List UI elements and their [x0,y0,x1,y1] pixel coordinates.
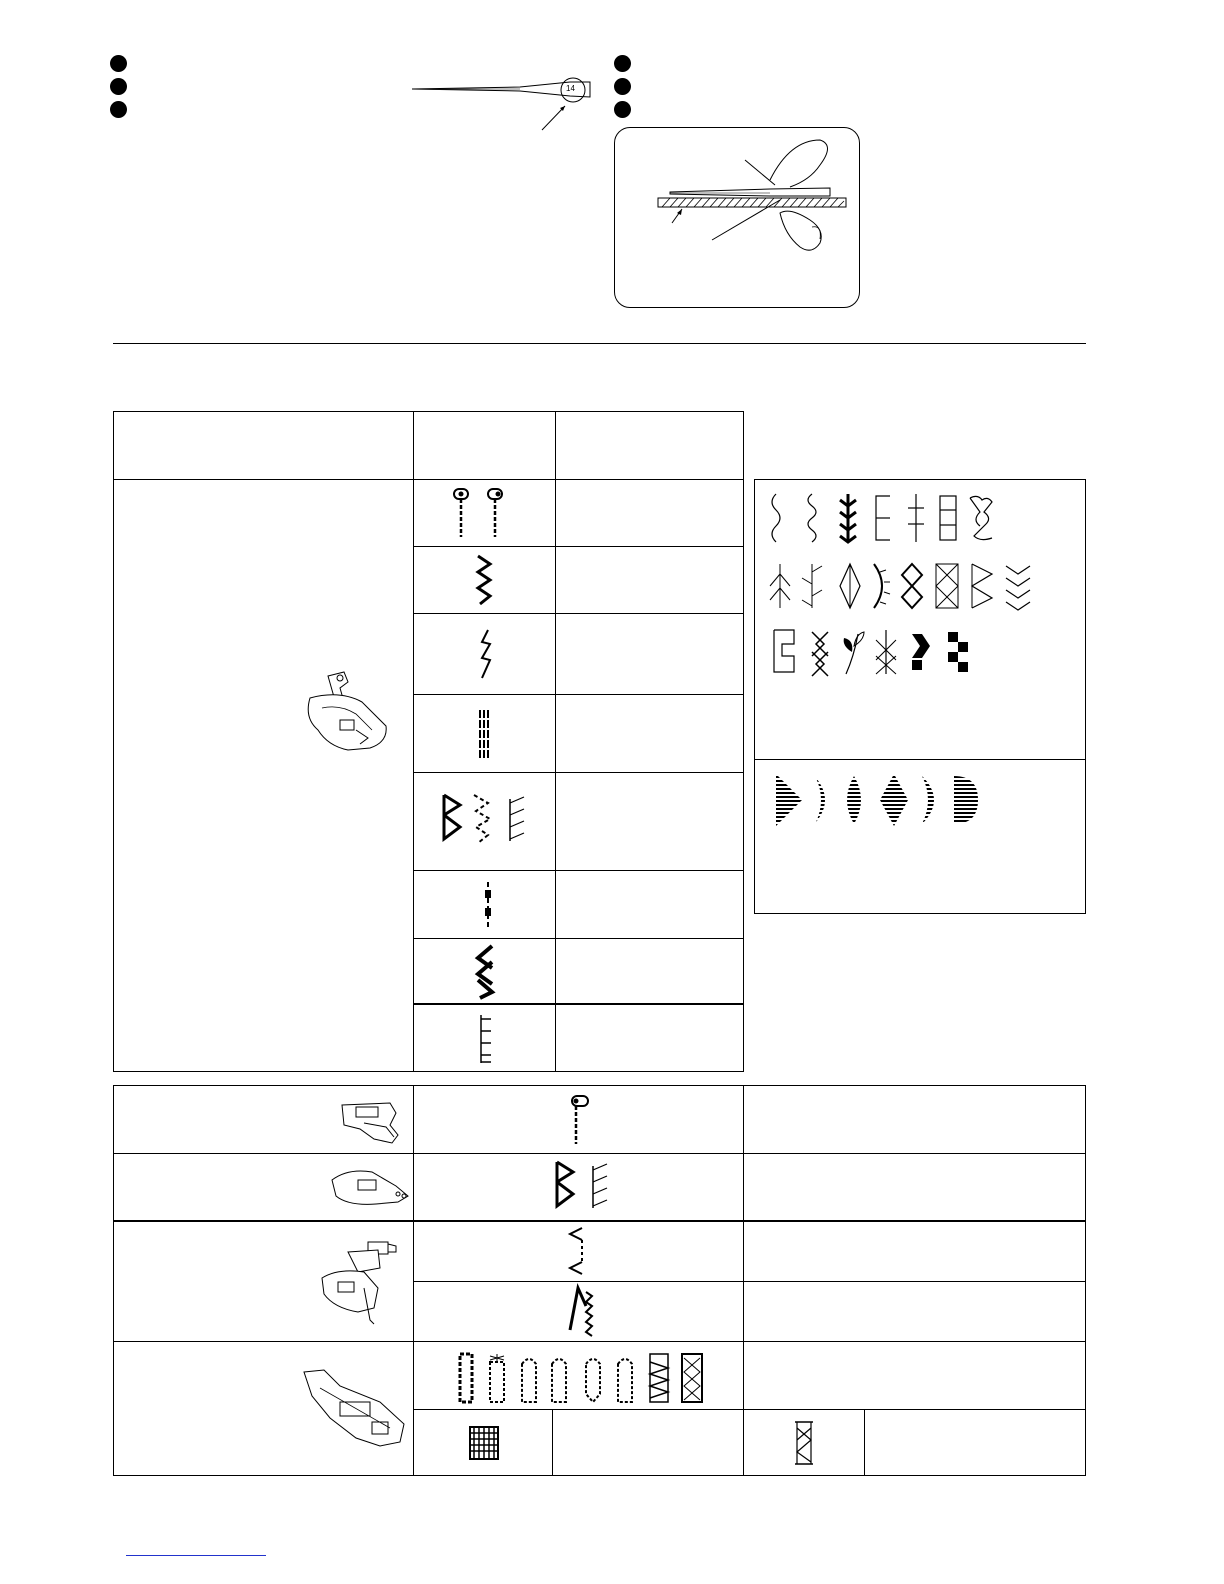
bullet-1 [110,55,127,72]
needle-flat-surface-illustration [640,135,860,265]
decorative-stitches-row-2 [766,560,1036,612]
table-left-header-divider [113,479,744,480]
table-left-col1-divider [413,411,414,1072]
bottom-table-row-divider [113,1220,1086,1222]
zigzag-stitch-icon [474,554,494,606]
satin-stitch-shapes [772,772,987,828]
overcast-foot-image [328,1162,410,1214]
rick-rack-stitch-icon [470,944,502,999]
bottom-table-sub-divider [864,1409,865,1476]
decorative-stitches-row-3 [766,626,976,678]
overlock-stitch-icon [440,793,535,845]
bottom-table-row-divider [413,1281,1086,1282]
bullet-4 [614,55,631,72]
zigzag-foot-image [300,668,390,753]
table-left-row-divider [413,938,744,939]
table-left-row-divider [413,1003,744,1005]
bullet-3 [110,101,127,118]
straight-stitch-icon [450,487,530,539]
stretch-stitch-icon [482,880,494,932]
triple-straight-stitch-icon [477,708,491,760]
lightning-stitch-icon [478,628,494,680]
bottom-table-row-divider [413,1409,1086,1410]
stitch-table-left [113,411,744,1072]
footer-link-underline[interactable] [126,1555,266,1556]
table-left-row-divider [413,772,744,773]
decorative-stitch-table [754,479,1086,914]
bullet-5 [614,78,631,95]
decorative-table-divider [754,759,1086,760]
table-left-row-divider [413,694,744,695]
buttonhole-stitch-icons [456,1352,706,1404]
decorative-stitches-row-1 [766,492,1006,544]
bar-tack-stitch-icon [793,1418,815,1468]
darning-stitch-icon [468,1425,500,1461]
satin-stitch-foot-image [334,1095,406,1147]
blind-hem-stitch-icon [566,1226,590,1278]
blind-hem-stretch-stitch-icon [566,1286,596,1338]
bullet-2 [110,78,127,95]
bottom-table-row-divider [113,1341,1086,1342]
needle-illustration [410,72,600,137]
buttonhole-foot-image [300,1366,408,1448]
satin-straight-stitch-icon [568,1094,592,1146]
bullet-6 [614,101,631,118]
table-left-row-divider [413,613,744,614]
table-left-row-divider [413,870,744,871]
bottom-table-sub-divider [552,1409,553,1476]
blanket-stitch-icon [477,1013,493,1065]
overcast-stitch-icon [553,1160,613,1212]
bottom-table-row-divider [113,1153,1086,1154]
section-divider [113,343,1086,344]
table-left-col2-divider [555,411,556,1072]
table-left-row-divider [413,546,744,547]
blind-hem-foot-image [318,1228,400,1328]
needle-size-marking: 14 [566,84,575,93]
